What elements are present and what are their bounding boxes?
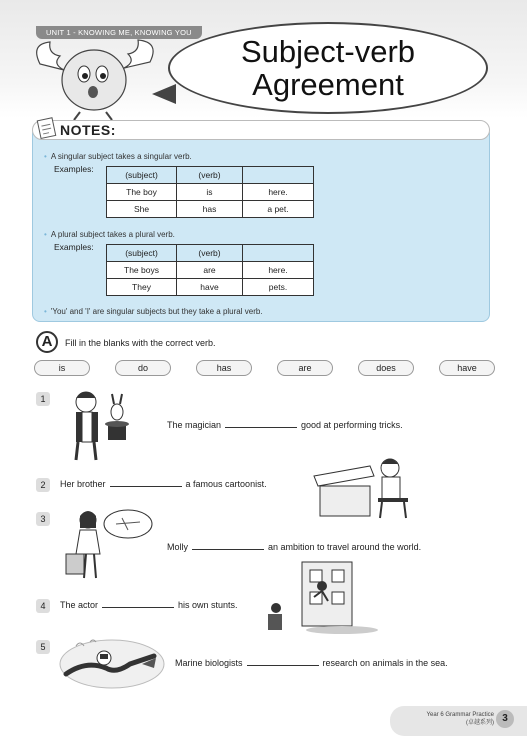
table-cell: (subject) — [107, 167, 177, 184]
sentence-end: his own stunts. — [178, 600, 238, 610]
notepad-icon — [36, 116, 58, 140]
answer-blank[interactable] — [192, 549, 264, 550]
singular-examples-table — [106, 166, 314, 218]
note-bullet-you-i: • 'You' and 'I' are singular subjects but they take a plural verb. — [44, 307, 263, 316]
answer-blank[interactable] — [247, 665, 319, 666]
table-cell: are — [177, 262, 243, 279]
sentence-start: The actor — [60, 600, 99, 610]
magician-illustration — [62, 386, 140, 464]
stuntman-illustration — [262, 556, 382, 636]
footer-line2: (卓越系列) — [466, 720, 494, 726]
question-4-sentence — [60, 600, 238, 610]
question-number: 5 — [36, 640, 50, 654]
table-cell — [243, 245, 314, 262]
answer-blank[interactable] — [225, 427, 297, 428]
answer-blank[interactable] — [102, 607, 174, 608]
table-cell: (subject) — [107, 245, 177, 262]
question-number: 3 — [36, 512, 50, 526]
traveller-illustration — [58, 506, 154, 582]
table-cell: is — [177, 184, 243, 201]
table-cell: The boys — [107, 262, 177, 279]
marine-biologist-illustration — [56, 634, 168, 692]
word-choice-are: are — [277, 360, 333, 376]
question-3-sentence — [167, 542, 421, 552]
table-cell: here. — [243, 262, 314, 279]
sentence-end: an ambition to travel around the world. — [268, 542, 422, 552]
table-cell: have — [177, 279, 243, 296]
table-cell: They — [107, 279, 177, 296]
footer-line1: Year 6 Grammar Practice — [426, 712, 494, 718]
sentence-start: The magician — [167, 420, 222, 430]
word-choice-has: has — [196, 360, 252, 376]
section-a-instruction: Fill in the blanks with the correct verb. — [65, 338, 216, 348]
sentence-start: Molly — [167, 542, 189, 552]
word-choice-do: do — [115, 360, 171, 376]
word-choice-have: have — [439, 360, 495, 376]
question-2-sentence — [60, 479, 267, 489]
notes-title: NOTES: — [60, 122, 116, 138]
table-cell: The boy — [107, 184, 177, 201]
section-a-badge: A — [36, 331, 58, 353]
page-number: 3 — [496, 710, 514, 728]
examples-label: Examples: — [54, 164, 94, 174]
question-5-sentence — [175, 658, 448, 668]
sentence-end: good at performing tricks. — [301, 420, 403, 430]
word-choice-is: is — [34, 360, 90, 376]
note-bullet-plural: • A plural subject takes a plural verb. — [44, 230, 175, 239]
table-cell: (verb) — [177, 245, 243, 262]
question-number: 4 — [36, 599, 50, 613]
question-1-sentence — [167, 420, 403, 430]
answer-blank[interactable] — [110, 486, 182, 487]
sentence-end: research on animals in the sea. — [322, 658, 448, 668]
table-cell: has — [177, 201, 243, 218]
question-number: 2 — [36, 478, 50, 492]
table-cell: She — [107, 201, 177, 218]
plural-examples-table — [106, 244, 314, 296]
footer-book-title — [404, 711, 494, 727]
title-speech-bubble — [168, 22, 488, 114]
sentence-start: Marine biologists — [175, 658, 243, 668]
table-cell: (verb) — [177, 167, 243, 184]
table-cell — [243, 167, 314, 184]
table-cell: pets. — [243, 279, 314, 296]
cartoonist-desk-illustration — [310, 446, 420, 520]
unit-tab: UNIT 1 - KNOWING ME, KNOWING YOU — [36, 26, 202, 39]
sentence-start: Her brother — [60, 479, 106, 489]
sentence-end: a famous cartoonist. — [185, 479, 267, 489]
note-bullet-singular: • A singular subject takes a singular verb. — [44, 152, 192, 161]
winged-mascot-illustration — [30, 34, 160, 124]
page-title-line2: Agreement — [252, 67, 404, 102]
word-choice-does: does — [358, 360, 414, 376]
table-cell: here. — [243, 184, 314, 201]
page-title-line1: Subject-verb — [240, 34, 416, 69]
table-cell: a pet. — [243, 201, 314, 218]
question-number: 1 — [36, 392, 50, 406]
examples-label: Examples: — [54, 242, 94, 252]
speech-bubble-tail — [152, 84, 176, 104]
